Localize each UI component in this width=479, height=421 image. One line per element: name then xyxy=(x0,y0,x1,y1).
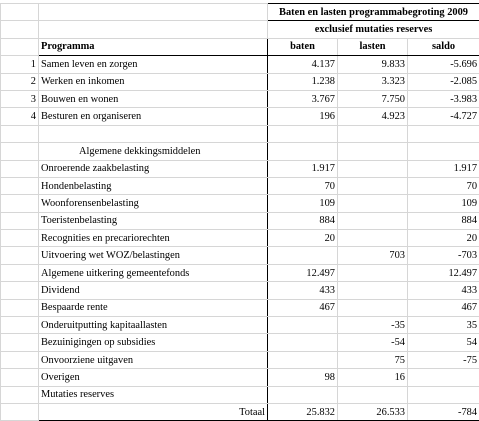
program-row xyxy=(1,90,479,107)
program-lasten: 4.923 xyxy=(338,108,408,125)
item-name: Bespaarde rente xyxy=(39,299,268,316)
program-row xyxy=(1,56,479,73)
header-row xyxy=(1,38,479,55)
row-spacer xyxy=(1,299,39,316)
program-number: 3 xyxy=(1,90,39,107)
item-saldo: 433 xyxy=(408,282,479,299)
budget-table xyxy=(0,3,479,421)
program-row xyxy=(1,73,479,90)
row-spacer xyxy=(1,195,39,212)
program-name: Bouwen en wonen xyxy=(39,90,268,107)
item-lasten xyxy=(338,177,408,194)
item-saldo xyxy=(408,369,479,386)
row-spacer xyxy=(1,212,39,229)
item-lasten: 16 xyxy=(338,369,408,386)
header-programma: Programma xyxy=(39,38,268,55)
item-name: Dividend xyxy=(39,282,268,299)
item-name: Recognities en precariorechten xyxy=(39,230,268,247)
item-name: Onvoorziene uitgaven xyxy=(39,351,268,368)
table-subtitle: exclusief mutaties reserves xyxy=(268,21,479,38)
item-saldo: 35 xyxy=(408,317,479,334)
item-row xyxy=(1,299,479,316)
item-lasten: 75 xyxy=(338,351,408,368)
program-saldo: -3.983 xyxy=(408,90,479,107)
item-row xyxy=(1,264,479,281)
item-lasten: 703 xyxy=(338,247,408,264)
program-saldo: -4.727 xyxy=(408,108,479,125)
section-row xyxy=(1,143,479,160)
item-row xyxy=(1,212,479,229)
item-baten: 70 xyxy=(268,177,338,194)
item-lasten xyxy=(338,230,408,247)
program-baten: 1.238 xyxy=(268,73,338,90)
item-lasten xyxy=(338,386,408,403)
item-baten: 433 xyxy=(268,282,338,299)
item-saldo: 54 xyxy=(408,334,479,351)
item-row xyxy=(1,334,479,351)
row-spacer xyxy=(1,264,39,281)
program-baten: 196 xyxy=(268,108,338,125)
program-row xyxy=(1,108,479,125)
header-lasten: lasten xyxy=(338,38,408,55)
total-saldo: -784 xyxy=(408,403,479,420)
program-name: Samen leven en zorgen xyxy=(39,56,268,73)
item-row xyxy=(1,160,479,177)
item-lasten xyxy=(338,299,408,316)
section-title: Algemene dekkingsmiddelen xyxy=(39,143,268,160)
row-spacer xyxy=(1,177,39,194)
item-saldo: 467 xyxy=(408,299,479,316)
item-baten xyxy=(268,247,338,264)
item-baten xyxy=(268,351,338,368)
item-saldo: 884 xyxy=(408,212,479,229)
item-saldo: 1.917 xyxy=(408,160,479,177)
item-name: Overigen xyxy=(39,369,268,386)
program-number: 2 xyxy=(1,73,39,90)
item-baten: 98 xyxy=(268,369,338,386)
item-saldo: 109 xyxy=(408,195,479,212)
row-spacer xyxy=(1,386,39,403)
item-row xyxy=(1,195,479,212)
item-row xyxy=(1,386,479,403)
item-name: Mutaties reserves xyxy=(39,386,268,403)
total-label: Totaal xyxy=(39,403,268,420)
item-baten: 20 xyxy=(268,230,338,247)
item-baten: 12.497 xyxy=(268,264,338,281)
item-lasten: -35 xyxy=(338,317,408,334)
item-name: Woonforensenbelasting xyxy=(39,195,268,212)
item-saldo: -75 xyxy=(408,351,479,368)
item-baten: 884 xyxy=(268,212,338,229)
item-lasten xyxy=(338,264,408,281)
item-row xyxy=(1,177,479,194)
item-baten: 109 xyxy=(268,195,338,212)
blank-row xyxy=(1,125,479,142)
row-spacer xyxy=(1,334,39,351)
item-row xyxy=(1,317,479,334)
item-lasten xyxy=(338,212,408,229)
item-baten xyxy=(268,334,338,351)
program-lasten: 3.323 xyxy=(338,73,408,90)
item-name: Uitvoering wet WOZ/belastingen xyxy=(39,247,268,264)
item-name: Toeristenbelasting xyxy=(39,212,268,229)
item-row xyxy=(1,369,479,386)
item-saldo: 12.497 xyxy=(408,264,479,281)
program-lasten: 9.833 xyxy=(338,56,408,73)
item-baten: 1.917 xyxy=(268,160,338,177)
subtitle-row xyxy=(1,21,479,38)
item-lasten xyxy=(338,282,408,299)
item-row xyxy=(1,247,479,264)
title-row xyxy=(1,4,479,21)
row-spacer xyxy=(1,160,39,177)
item-baten xyxy=(268,386,338,403)
item-saldo: 20 xyxy=(408,230,479,247)
item-name: Algemene uitkering gemeentefonds xyxy=(39,264,268,281)
item-baten: 467 xyxy=(268,299,338,316)
item-lasten xyxy=(338,195,408,212)
item-saldo xyxy=(408,386,479,403)
item-row xyxy=(1,282,479,299)
program-saldo: -2.085 xyxy=(408,73,479,90)
item-lasten: -54 xyxy=(338,334,408,351)
program-name: Besturen en organiseren xyxy=(39,108,268,125)
total-row xyxy=(1,403,479,420)
item-name: Onroerende zaakbelasting xyxy=(39,160,268,177)
program-saldo: -5.696 xyxy=(408,56,479,73)
table-title: Baten en lasten programmabegroting 2009 xyxy=(268,4,479,21)
row-spacer xyxy=(1,317,39,334)
item-saldo: 70 xyxy=(408,177,479,194)
row-spacer xyxy=(1,403,39,420)
item-name: Onderuitputting kapitaallasten xyxy=(39,317,268,334)
total-baten: 25.832 xyxy=(268,403,338,420)
program-lasten: 7.750 xyxy=(338,90,408,107)
program-number: 1 xyxy=(1,56,39,73)
row-spacer xyxy=(1,369,39,386)
program-name: Werken en inkomen xyxy=(39,73,268,90)
item-name: Hondenbelasting xyxy=(39,177,268,194)
item-lasten xyxy=(338,160,408,177)
item-saldo: -703 xyxy=(408,247,479,264)
item-name: Bezuinigingen op subsidies xyxy=(39,334,268,351)
total-lasten: 26.533 xyxy=(338,403,408,420)
row-spacer xyxy=(1,247,39,264)
item-row xyxy=(1,230,479,247)
row-spacer xyxy=(1,282,39,299)
header-saldo: saldo xyxy=(408,38,479,55)
item-baten xyxy=(268,317,338,334)
row-spacer xyxy=(1,351,39,368)
program-baten: 3.767 xyxy=(268,90,338,107)
program-number: 4 xyxy=(1,108,39,125)
program-baten: 4.137 xyxy=(268,56,338,73)
item-row xyxy=(1,351,479,368)
row-spacer xyxy=(1,230,39,247)
header-baten: baten xyxy=(268,38,338,55)
